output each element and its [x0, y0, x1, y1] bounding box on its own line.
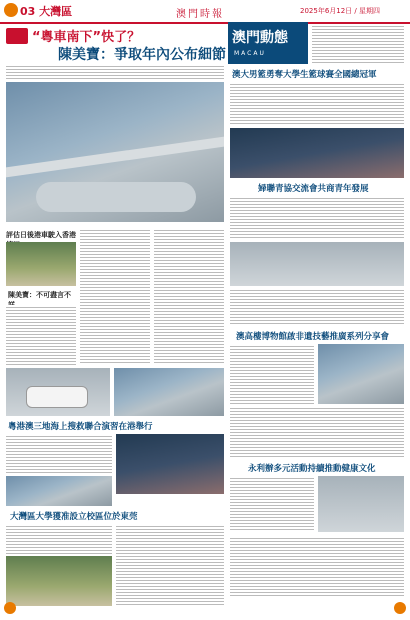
- rescue-photo: [116, 434, 224, 494]
- section-label: [20, 3, 72, 19]
- photo-small-column: [6, 230, 76, 310]
- sub-caption: 陳美寶：不可盡言不: [8, 291, 71, 299]
- page-corner-marker-right-icon: [394, 602, 406, 614]
- middle-column-text: [80, 228, 150, 363]
- basketball-photo: [230, 128, 404, 178]
- interview-photo: [6, 242, 76, 286]
- wynn-headline: 永利辦多元活動持續推動健康文化: [248, 464, 376, 474]
- wynn-text: [230, 476, 314, 532]
- quote-mark-icon: [6, 28, 28, 44]
- museum-text: [230, 344, 314, 404]
- section-name: 大灣區: [39, 5, 73, 18]
- macau-intro-text: [312, 24, 404, 64]
- macau-section-title: 澳門動態: [232, 30, 288, 46]
- main-kicker: “粵車南下”快了？: [32, 30, 141, 45]
- car-photo: [6, 368, 110, 416]
- group-photo: [230, 242, 404, 286]
- basketball-text: [230, 82, 404, 126]
- left-column-text: [6, 305, 76, 365]
- macau-section-subtitle: MACAU: [234, 50, 266, 57]
- right-column-text: [154, 228, 224, 363]
- section-number: 03: [20, 5, 36, 18]
- university-text: [6, 524, 112, 554]
- island-shape: [36, 182, 196, 212]
- rescue-drill-headline: 粵港澳三地海上搜救聯合演習在港舉行: [8, 422, 153, 432]
- museum-text-2: [230, 406, 404, 458]
- masthead: 澳門時報: [176, 9, 224, 20]
- wynn-text-2: [230, 536, 404, 598]
- ship-photo: [6, 476, 112, 506]
- museum-photo: [318, 344, 404, 404]
- university-text-2: [116, 524, 224, 606]
- dateline: 2025年6月12日 / 星期四: [300, 7, 380, 15]
- car-shape: [26, 386, 88, 408]
- bridge-deck-shape: [6, 137, 224, 178]
- page-corner-marker-left-icon: [4, 602, 16, 614]
- campus-photo: [6, 556, 112, 606]
- bridge-photo-2: [114, 368, 224, 416]
- bridge-photo: [6, 82, 224, 222]
- photo-caption: 評估日後港車駛入香港: [6, 231, 76, 239]
- main-deck-text: [6, 64, 224, 80]
- wynn-photo: [318, 476, 404, 532]
- rescue-text: [6, 434, 112, 474]
- women-youth-text-2: [230, 288, 404, 326]
- section-badge-icon: [4, 3, 18, 17]
- basketball-headline: 澳大男籃勇奪大學生籃球賽全國總冠軍: [232, 70, 377, 80]
- museum-headline: 澳高樓博物館啟非遺技藝推廣系列分享會: [236, 332, 390, 342]
- university-headline: 大灣區大學獲准設立校區位於東莞: [10, 512, 138, 522]
- women-youth-text: [230, 196, 404, 240]
- women-youth-headline: 婦聯青協交流會共商青年發展: [258, 184, 369, 194]
- main-headline: 陳美寶：爭取年內公布細節: [58, 47, 226, 63]
